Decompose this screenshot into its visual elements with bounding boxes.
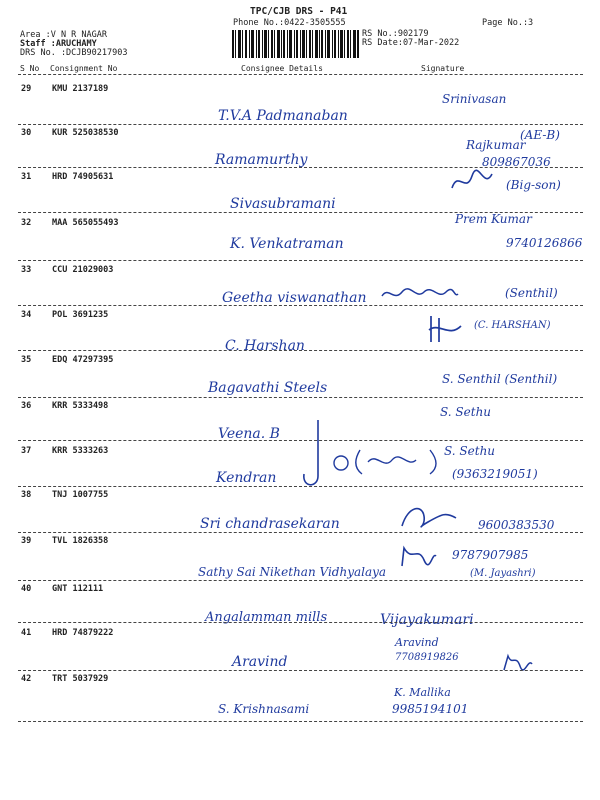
- row-divider: [18, 532, 583, 533]
- row-consignee: S. Krishnasami: [218, 702, 310, 716]
- signature-scribble: [398, 544, 438, 570]
- drs-number: DRS No. :DCJB90217903: [20, 48, 128, 58]
- row-divider: [18, 670, 583, 671]
- row-signature: Prem Kumar: [455, 212, 532, 226]
- row-consignee: Sathy Sai Nikethan Vidhyalaya: [198, 565, 387, 579]
- rs-date: RS Date:07-Mar-2022: [362, 38, 460, 48]
- row-consignee: Sri chandrasekaran: [200, 516, 340, 532]
- row-consignee: K. Venkatraman: [230, 236, 344, 252]
- row-consignment-no: EDQ 47297395: [52, 355, 114, 365]
- row-consignee: Geetha viswanathan: [222, 290, 367, 306]
- row-signature-phone: 9740126866: [506, 236, 583, 250]
- header-rule: [18, 74, 583, 75]
- row-sno: 41: [21, 628, 32, 638]
- col-consignment: Consignment No: [50, 64, 118, 73]
- row-signature-note: (C. HARSHAN): [474, 320, 551, 331]
- row-divider: [18, 167, 583, 168]
- row-consignment-no: CCU 21029003: [52, 265, 114, 275]
- row-consignment-no: GNT 112111: [52, 584, 104, 594]
- barcode: [232, 30, 359, 58]
- row-consignment-no: TVL 1826358: [52, 536, 109, 546]
- row-consignee: Veena. B: [218, 426, 280, 442]
- row-divider: [18, 350, 583, 351]
- row-consignment-no: TRT 5037929: [52, 674, 109, 684]
- row-sno: 31: [21, 172, 32, 182]
- area-label: Area :V N R NAGAR: [20, 30, 107, 40]
- row-consignee: Angalamman mills: [205, 610, 328, 625]
- row-signature: Rajkumar: [466, 138, 526, 152]
- col-sno: S No: [20, 64, 40, 73]
- row-sno: 30: [21, 128, 32, 138]
- row-sno: 32: [21, 218, 32, 228]
- row-divider: [18, 124, 583, 125]
- bracket-mark: [300, 418, 336, 490]
- row-signature-note: (Big-son): [506, 178, 561, 192]
- col-signature: Signature: [421, 64, 465, 73]
- row-signature: S. Sethu: [444, 444, 496, 458]
- row-consignment-no: HRD 74905631: [52, 172, 114, 182]
- col-consignee: Consignee Details: [241, 64, 323, 73]
- row-signature-phone: 9600383530: [478, 518, 555, 532]
- page-number: Page No.:3: [482, 18, 534, 28]
- row-signature: S. Senthil (Senthil): [442, 372, 558, 386]
- row-sno: 38: [21, 490, 32, 500]
- row-divider: [18, 397, 583, 398]
- row-sno: 40: [21, 584, 32, 594]
- rs-number: RS No.:902179: [362, 29, 429, 39]
- row-sno: 39: [21, 536, 32, 546]
- row-signature: Aravind: [395, 636, 439, 649]
- phone-number: Phone No.:0422-3505555: [233, 18, 346, 28]
- manifest-title: TPC/CJB DRS - P41: [250, 6, 348, 17]
- row-signature-phone: 9985194101: [392, 702, 469, 716]
- row-divider: [18, 440, 583, 441]
- row-consignee: Kendran: [216, 470, 277, 486]
- row-divider: [18, 622, 583, 623]
- row-divider: [18, 260, 583, 261]
- row-divider: [18, 580, 583, 581]
- row-signature-phone: 809867036: [482, 155, 551, 169]
- signature-scribble: [354, 446, 438, 478]
- row-consignment-no: HRD 74879222: [52, 628, 114, 638]
- row-consignee: Bagavathi Steels: [208, 380, 328, 396]
- signature-scribble: [425, 312, 465, 346]
- row-sno: 36: [21, 401, 32, 411]
- row-signature: Srinivasan: [442, 92, 507, 106]
- row-signature-note: (Senthil): [505, 286, 558, 300]
- signature-scribble: [448, 168, 496, 198]
- signature-scribble: [380, 284, 460, 304]
- row-sno: 37: [21, 446, 32, 456]
- row-consignment-no: KRR 5333263: [52, 446, 109, 456]
- row-consignment-no: KMU 2137189: [52, 84, 109, 94]
- row-consignment-no: POL 3691235: [52, 310, 109, 320]
- row-consignee: C. Harshan: [225, 338, 305, 354]
- row-consignee: Ramamurthy: [215, 152, 308, 168]
- row-consignment-no: MAA 565055493: [52, 218, 119, 228]
- row-sno: 42: [21, 674, 32, 684]
- row-signature-note: (AE-B): [520, 128, 560, 142]
- row-sno: 29: [21, 84, 32, 94]
- row-consignee: Sivasubramani: [230, 196, 336, 212]
- row-sno: 34: [21, 310, 32, 320]
- row-signature: S. Sethu: [440, 405, 492, 419]
- row-consignment-no: KRR 5333498: [52, 401, 109, 411]
- row-divider: [18, 486, 583, 487]
- row-consignment-no: TNJ 1007755: [52, 490, 109, 500]
- signature-scribble: [398, 502, 460, 532]
- row-sno: 35: [21, 355, 32, 365]
- row-signature: K. Mallika: [394, 686, 451, 699]
- row-divider: [18, 721, 583, 722]
- row-consignee: T.V.A Padmanaban: [218, 108, 348, 124]
- row-divider: [18, 305, 583, 306]
- row-consignment-no: KUR 525038530: [52, 128, 119, 138]
- row-signature-phone: (9363219051): [452, 467, 538, 481]
- row-signature-note: (M. Jayashri): [470, 568, 536, 579]
- row-signature-phone: 9787907985: [452, 548, 529, 562]
- row-signature-phone: 7708919826: [395, 652, 459, 663]
- staff-label: Staff :ARUCHAMY: [20, 39, 97, 49]
- row-sno: 33: [21, 265, 32, 275]
- row-consignee: Aravind: [232, 654, 288, 670]
- signature-scribble: [332, 452, 350, 474]
- row-signature: Vijayakumari: [380, 612, 474, 628]
